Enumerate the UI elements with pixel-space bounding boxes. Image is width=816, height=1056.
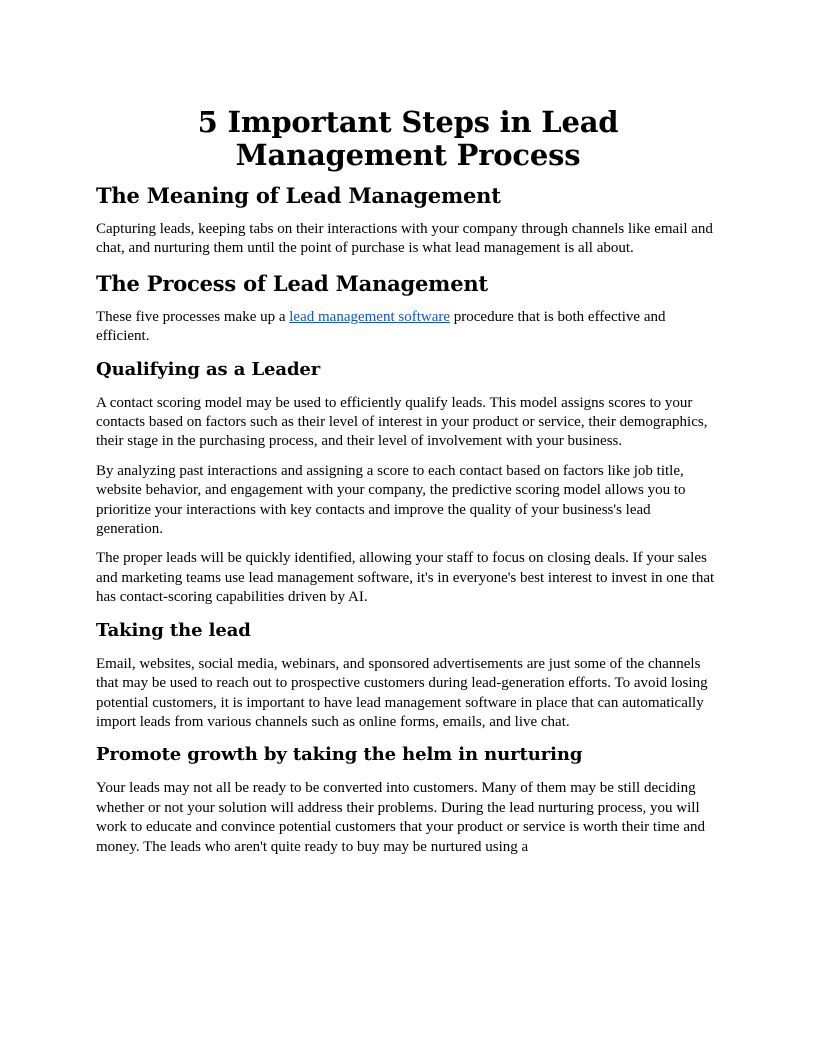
paragraph-qualifying-1: A contact scoring model may be used to efficiently qualify leads. This model assigns scores to your contacts based on factors such as their level of interest in your product or service, their demographics, their stage in the purchasing process, and their level of involvement with your business.: [96, 394, 708, 450]
paragraph-taking-the-lead: Email, websites, social media, webinars, and sponsored advertisements are just some of the channels that may be used to reach out to prospective customers during lead-generation efforts. To avoid losing potential customers, it is important to have lead management software in place that can automatically import leads from various channels such as online forms, emails, and live chat.: [96, 655, 708, 730]
paragraph-nurturing: Your leads may not all be ready to be converted into customers. Many of them may be still deciding whether or not your solution will address their problems. During the lead nurturing process, you will work to educate and convince potential customers that your product or service is worth their time and money. The leads who aren't quite ready to buy may be nurtured using a: [96, 780, 705, 855]
heading-taking-the-lead: Taking the lead: [96, 619, 251, 641]
document-title: 5 Important Steps in Lead Management Process: [197, 105, 619, 172]
heading-process: The Process of Lead Management: [96, 270, 488, 296]
paragraph-qualifying-3: The proper leads will be quickly identified, allowing your staff to focus on closing deals. If your sales and marketing teams use lead management software, it's in everyone's best interest to invest in one that has contact-scoring capabilities driven by AI.: [96, 550, 715, 606]
paragraph-qualifying-2: By analyzing past interactions and assigning a score to each contact based on factors like job title, website behavior, and engagement with your company, the predictive scoring model allows you to prioritize your interactions with key contacts and improve the quality of your business's lead generation.: [96, 462, 686, 538]
paragraph-process: [96, 308, 720, 347]
heading-qualifying: Qualifying as a Leader: [96, 358, 321, 380]
heading-nurturing: Promote growth by taking the helm in nurturing: [96, 744, 583, 766]
paragraph-meaning: Capturing leads, keeping tabs on their interactions with your company through channels like email and chat, and nurturing them until the point of purchase is what lead management is all about.: [96, 221, 713, 257]
heading-meaning: The Meaning of Lead Management: [96, 183, 501, 208]
paragraph-process-text-after: procedure that is both effective and efficient.: [96, 308, 666, 345]
paragraph-process-text-before: These five processes make up a: [96, 308, 290, 325]
document-page: [96, 106, 720, 867]
lead-management-software-link[interactable]: lead management software: [289, 308, 451, 325]
